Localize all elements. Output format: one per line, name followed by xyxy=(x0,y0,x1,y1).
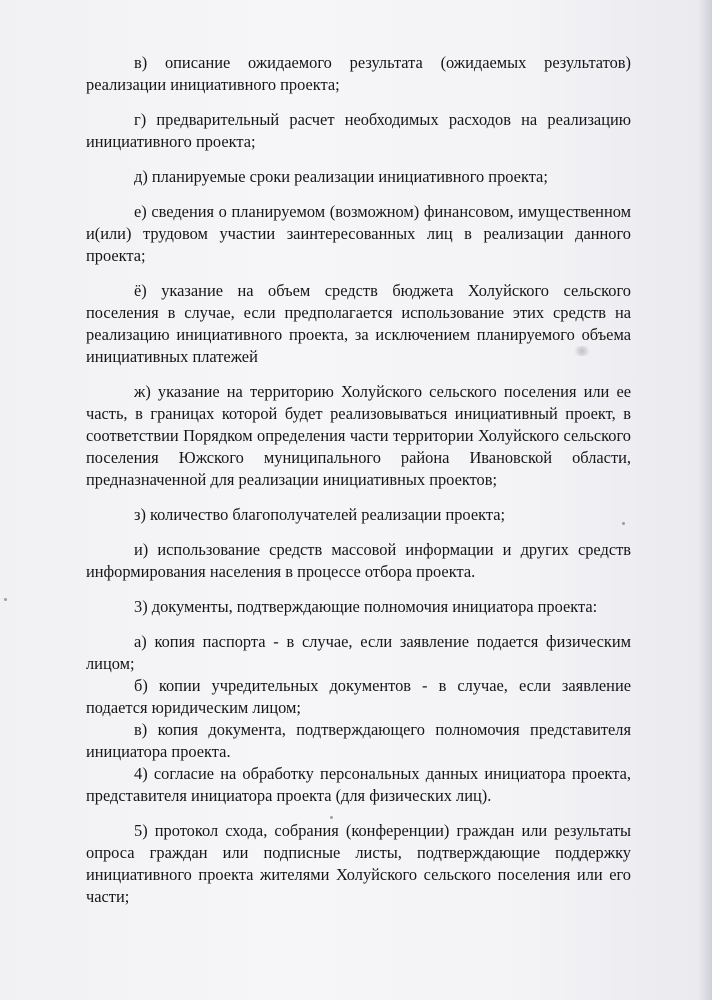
paragraph-e-participation: е) сведения о планируемом (возможном) финансовом, имущественном и(или) трудовом участии заинтересованных лиц в реализации данного проекта; xyxy=(86,202,631,265)
paragraph-5-meeting-protocol: 5) протокол схода, собрания (конференции) граждан или результаты опроса граждан или подписные листы, подтверждающие поддержку инициативного проекта жителями Холуйского сельского поселения или его части; xyxy=(86,821,631,906)
document-body xyxy=(86,52,631,908)
paragraph-4-personal-data-consent: 4) согласие на обработку персональных данных инициатора проекта, представителя инициатора проекта (для физических лиц). xyxy=(86,764,631,805)
paragraph-b-founding-documents: б) копии учредительных документов - в случае, если заявление подается юридическим лицом; xyxy=(86,676,631,717)
scan-speck xyxy=(4,598,7,601)
paragraph-yo-budget-funds: ё) указание на объем средств бюджета Холуйского сельского поселения в случае, если предполагается использование этих средств на реализацию инициативного проекта, за исключением планируемого объема инициативных платежей xyxy=(86,281,631,366)
paragraph-3-authority-documents: 3) документы, подтверждающие полномочия инициатора проекта: xyxy=(134,597,598,616)
paragraph-i-mass-media: и) использование средств массовой информации и других средств информирования населения в процессе отбора проекта. xyxy=(86,540,631,581)
paragraph-v-expected-result: в) описание ожидаемого результата (ожидаемых результатов) реализации инициативного проекта; xyxy=(86,53,631,94)
paragraph-v-representative-document: в) копия документа, подтверждающего полномочия представителя инициатора проекта. xyxy=(86,720,631,761)
paragraph-z-beneficiaries: з) количество благополучателей реализации проекта; xyxy=(134,505,506,524)
paragraph-d-timeline: д) планируемые сроки реализации инициативного проекта; xyxy=(134,167,548,186)
paragraph-g-cost-estimate: г) предварительный расчет необходимых расходов на реализацию инициативного проекта; xyxy=(86,110,631,151)
paragraph-zh-territory: ж) указание на территорию Холуйского сельского поселения или ее часть, в границах которой будет реализовываться инициативный проект, в соответствии Порядком определения части территории Холуйского сельского поселения Южского муниципального района Ивановской области, предназначенной для реализации инициативных проектов; xyxy=(86,382,631,489)
page-edge-shadow xyxy=(698,0,712,1000)
paragraph-a-passport-copy: а) копия паспорта - в случае, если заявление подается физическим лицом; xyxy=(86,632,631,673)
